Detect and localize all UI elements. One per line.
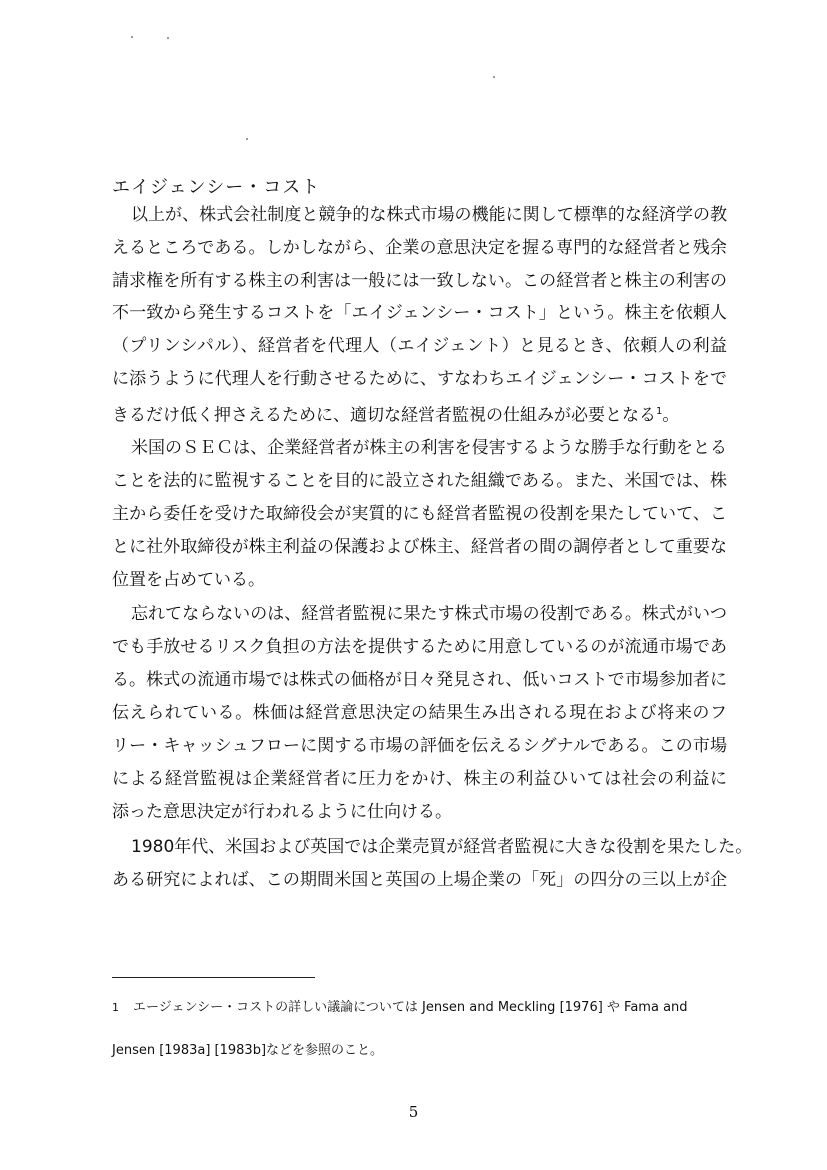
section-heading: エイジェンシー・コスト: [112, 177, 321, 198]
paragraph-3-line-4: 伝えられている。株価は経営意思決定の結果生み出される現在および将来のフ: [112, 703, 727, 723]
paragraph-1-line-7: きるだけ低く押さえるために、適切な経営者監視の仕組みが必要となる$^1$。: [112, 405, 680, 426]
paragraph-1-line-1: 以上が、株式会社制度と競争的な株式市場の機能に関して標準的な経済学の教: [131, 205, 727, 225]
paragraph-3-line-6: による経営監視は企業経営者に圧力をかけ、株主の利益ひいては社会の利益に: [112, 769, 727, 789]
paragraph-2-line-1: 米国のＳＥＣは、企業経営者が株主の利害を侵害するような勝手な行動をとる: [131, 438, 727, 458]
footnote-mark: 1: [112, 1001, 119, 1014]
paragraph-1-line-5: （プリンシパル）、経営者を代理人（エイジェント）と見るとき、依頼人の利益: [112, 336, 727, 356]
paragraph-2-line-4: とに社外取締役が株主利益の保護および株主、経営者の間の調停者として重要な: [112, 537, 727, 557]
paragraph-1-line-2: えるところである。しかしながら、企業の意思決定を握る専門的な経営者と残余: [112, 238, 727, 258]
scan-speck: [246, 138, 248, 140]
footnote-line-2: Jensen [1983a] [1983b]などを参照のこと。: [112, 1043, 384, 1058]
paragraph-4-line-1: 1980年代、米国および英国では企業売買が経営者監視に大きな役割を果たした。: [131, 837, 753, 857]
paragraph-3-line-2: でも手放せるリスク負担の方法を提供するために用意しているのが流通市場であ: [112, 637, 727, 657]
footnote-line-1: [112, 999, 727, 1017]
paragraph-3-line-1: 忘れてならないのは、経営者監視に果たす株式市場の役割である。株式がいつ: [131, 604, 727, 624]
scan-speck: [493, 76, 495, 78]
paragraph-4-line-2: ある研究によれば、この期間米国と英国の上場企業の「死」の四分の三以上が企: [112, 870, 727, 890]
scan-speck: [131, 36, 133, 38]
paragraph-2-line-5: 位置を占めている。: [112, 570, 265, 590]
footnote-divider: [112, 977, 315, 978]
paragraph-1-line-6: に添うように代理人を行動させるために、すなわちエイジェンシー・コストをで: [112, 369, 727, 389]
paragraph-1-line-4: 不一致から発生するコストを「エイジェンシー・コスト」という。株主を依頼人: [112, 303, 727, 323]
paragraph-1-line-3: 請求権を所有する株主の利害は一般には一致しない。この経営者と株主の利害の: [112, 271, 727, 291]
paragraph-1-line-7-text: きるだけ低く押さえるために、適切な経営者監視の仕組みが必要となる: [112, 405, 656, 426]
paragraph-2-line-2: ことを法的に監視することを目的に設立された組織である。また、米国では、株: [112, 471, 727, 491]
scan-speck: [167, 37, 169, 39]
paragraph-3-line-5: リー・キャッシュフローに関する市場の評価を伝えるシグナルである。この市場: [112, 736, 727, 756]
footnote-text-1: エージェンシー・コストの詳しい議論については Jensen and Meckling [1976] や Fama and: [133, 1000, 688, 1015]
paragraph-3-line-3: る。株式の流通市場では株式の価格が日々発見され、低いコストで市場参加者に: [112, 670, 727, 690]
page-number: 5: [408, 1103, 419, 1121]
paragraph-3-line-7: 添った意思決定が行われるように仕向ける。: [112, 802, 452, 822]
footnote-reference: 1: [656, 406, 663, 417]
paragraph-2-line-3: 主から委任を受けた取締役会が実質的にも経営者監視の役割を果たしていて、こ: [112, 504, 727, 524]
